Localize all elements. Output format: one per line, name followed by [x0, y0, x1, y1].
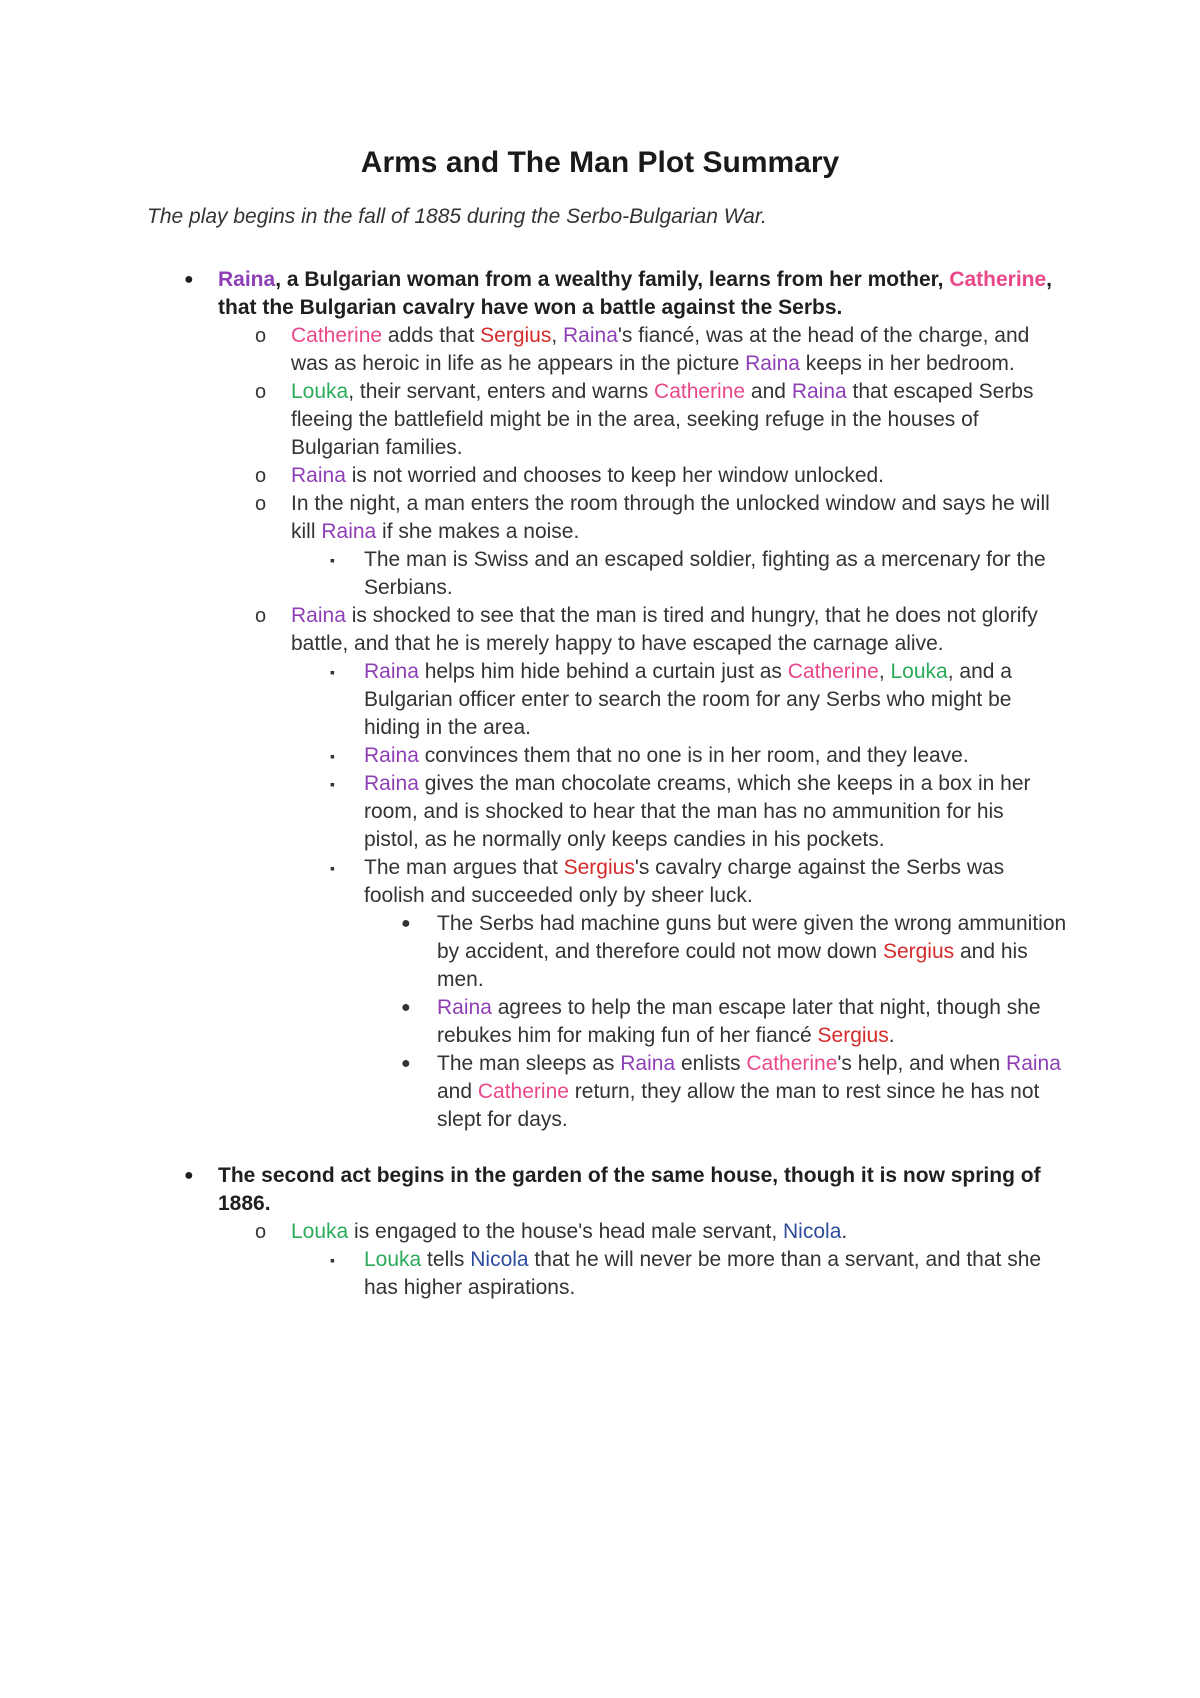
list-item-level-3	[330, 658, 1064, 742]
document-title: Arms and The Man Plot Summary	[360, 146, 840, 179]
character-name: Raina	[791, 380, 847, 403]
list-item-level-4	[401, 910, 1067, 994]
list-item-text: Raina is not worried and chooses to keep her window unlocked.	[291, 464, 885, 487]
character-name: Louka	[291, 1220, 349, 1243]
bullet-marker: ●	[184, 1167, 194, 1184]
list-item-level-2	[255, 1218, 1051, 1246]
character-name: Raina	[291, 604, 346, 627]
list-item-text: Raina gives the man chocolate creams, which she keeps in a box in her room, and is shocked to hear that the man has no ammunition for his pistol, as he normally only keeps candies in his pockets.	[364, 772, 1031, 851]
list-item-level-2	[255, 462, 1051, 490]
list-item-text: Raina is shocked to see that the man is tired and hungry, that he does not glorify battle, and that he is merely happy to have escaped the carnage alive.	[291, 604, 1038, 655]
character-name: Sergius	[480, 324, 552, 347]
bullet-marker: o	[255, 325, 267, 347]
character-name: Nicola	[470, 1248, 529, 1271]
character-name: Raina	[437, 996, 492, 1019]
bullet-marker: ▪	[330, 748, 335, 764]
character-name: Louka	[364, 1248, 422, 1271]
character-name: Raina	[364, 660, 419, 683]
list-item-text: Louka is engaged to the house's head male servant, Nicola.	[291, 1220, 848, 1243]
character-name: Raina	[364, 772, 419, 795]
list-item-level-3	[330, 854, 1064, 910]
character-name: Raina	[745, 352, 800, 375]
character-name: Sergius	[882, 940, 955, 963]
list-item-level-2	[255, 322, 1051, 378]
list-item-level-3	[330, 742, 1064, 770]
list-item-text: In the night, a man enters the room through the unlocked window and says he will kill Raina if she makes a noise.	[291, 492, 1050, 543]
list-item-text: The man argues that Sergius's cavalry charge against the Serbs was foolish and succeeded only by sheer luck.	[364, 856, 1005, 907]
list-item-text: Raina, a Bulgarian woman from a wealthy family, learns from her mother, Catherine, that the Bulgarian cavalry have won a battle against the Serbs.	[218, 268, 1053, 319]
bullet-marker: o	[255, 381, 267, 403]
bullet-marker: ▪	[330, 860, 335, 876]
character-name: Sergius	[817, 1024, 889, 1047]
bullet-marker: o	[255, 1221, 267, 1243]
list-item-text: The second act begins in the garden of the same house, though it is now spring of 1886.	[218, 1164, 1041, 1215]
list-item-text: The Serbs had machine guns but were given the wrong ammunition by accident, and therefore could not mow down Sergius and his men.	[437, 912, 1067, 991]
list-item-text: Catherine adds that Sergius, Raina's fiancé, was at the head of the charge, and was as heroic in life as he appears in the picture Raina keeps in her bedroom.	[291, 324, 1030, 375]
list-item-level-2	[255, 490, 1051, 546]
bullet-marker: o	[255, 465, 267, 487]
character-name: Sergius	[563, 856, 635, 879]
list-item-text: The man sleeps as Raina enlists Catherine's help, and when Raina and Catherine return, they allow the man to rest since he has not slept for days.	[437, 1052, 1061, 1131]
list-item-level-3	[330, 1246, 1064, 1302]
list-item-level-2	[255, 602, 1051, 658]
list-item-level-3	[330, 770, 1064, 854]
list-item-text: Louka tells Nicola that he will never be more than a servant, and that she has higher aspirations.	[364, 1248, 1042, 1299]
list-item-text: Raina convinces them that no one is in her room, and they leave.	[364, 744, 969, 767]
bullet-marker: ▪	[330, 776, 335, 792]
list-item-level-3	[330, 546, 1064, 602]
list-item-level-4	[401, 994, 1067, 1050]
character-name: Raina	[620, 1052, 676, 1075]
character-name: Nicola	[783, 1220, 842, 1243]
character-name: Catherine	[291, 324, 383, 347]
list-item-text: Raina helps him hide behind a curtain just as Catherine, Louka, and a Bulgarian officer enter to search the room for any Serbs who might be hiding in the area.	[364, 660, 1012, 739]
list-item-level-4	[401, 1050, 1067, 1134]
list-item-level-1	[184, 1162, 1068, 1218]
bullet-marker: o	[255, 493, 267, 515]
character-name: Louka	[890, 660, 948, 683]
character-name: Raina	[364, 744, 419, 767]
bullet-marker: ●	[184, 271, 194, 288]
character-name: Catherine	[787, 660, 879, 683]
bullet-marker: ▪	[330, 664, 335, 680]
section-gap	[0, 1134, 1200, 1162]
intro-paragraph: The play begins in the fall of 1885 during the Serbo-Bulgarian War.	[147, 205, 767, 228]
list-item-text: Louka, their servant, enters and warns Catherine and Raina that escaped Serbs fleeing the battlefield might be in the area, seeking refuge in the houses of Bulgarian families.	[291, 380, 1034, 459]
list-item-text: The man is Swiss and an escaped soldier, fighting as a mercenary for the Serbians.	[364, 548, 1046, 599]
list-item-level-2	[255, 378, 1051, 462]
bullet-marker: ▪	[330, 552, 335, 568]
character-name: Catherine	[746, 1052, 838, 1075]
character-name: Catherine	[654, 380, 746, 403]
character-name: Raina	[563, 324, 618, 347]
bullet-marker: ▪	[330, 1252, 335, 1268]
character-name: Raina	[291, 464, 346, 487]
bullet-marker: ●	[401, 1055, 411, 1072]
bullet-marker: o	[255, 605, 267, 627]
bullet-marker: ●	[401, 999, 411, 1016]
bullet-marker: ●	[401, 915, 411, 932]
character-name: Catherine	[477, 1080, 569, 1103]
character-name: Raina	[1006, 1052, 1061, 1075]
summary-list	[0, 266, 1200, 1302]
character-name: Catherine	[949, 268, 1047, 291]
character-name: Louka	[291, 380, 349, 403]
list-item-text: Raina agrees to help the man escape later that night, though she rebukes him for making fun of her fiancé Sergius.	[437, 996, 1041, 1047]
character-name: Raina	[218, 268, 276, 291]
list-item-level-1	[184, 266, 1068, 322]
character-name: Raina	[321, 520, 377, 543]
